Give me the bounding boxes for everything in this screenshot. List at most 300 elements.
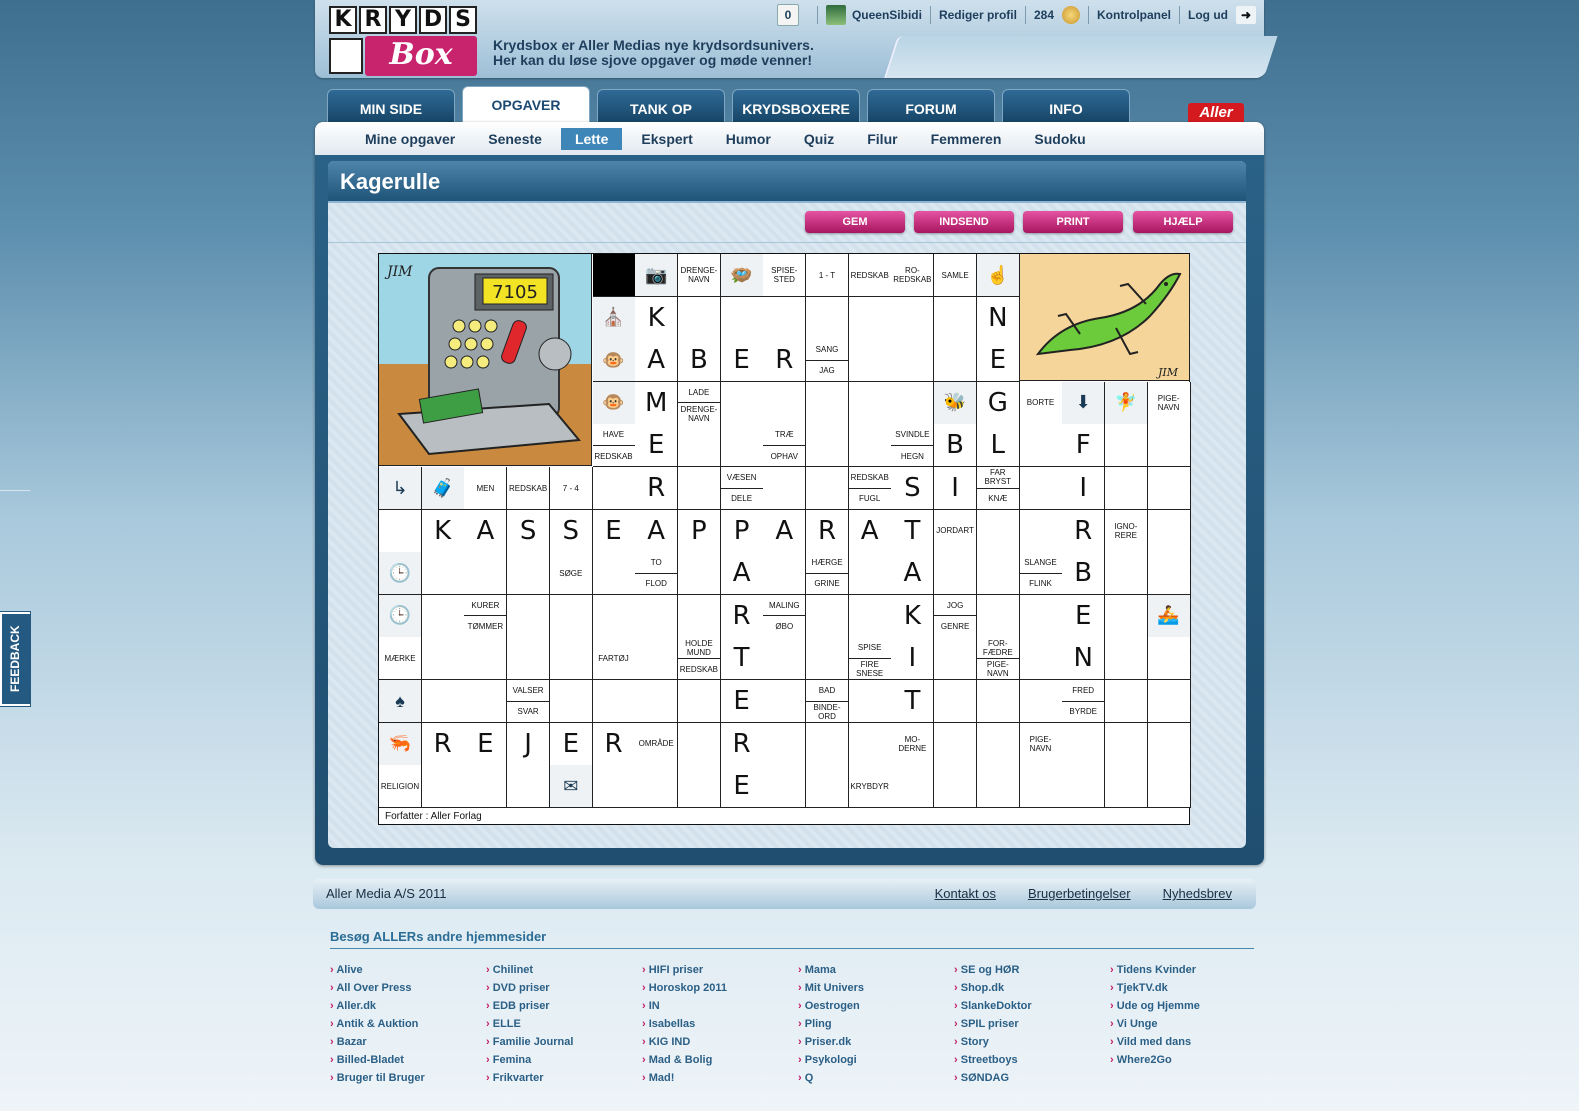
- clue-half: [977, 637, 1019, 658]
- letter-cell[interactable]: [593, 552, 636, 595]
- clock-icon-glyph: 🕒: [388, 562, 412, 583]
- clue-text: DRENGE-NAVN: [680, 404, 718, 423]
- letter-cell[interactable]: [849, 510, 892, 553]
- letter-cell[interactable]: [721, 297, 764, 340]
- clue-half: [678, 402, 720, 424]
- letter-cell[interactable]: [593, 467, 636, 510]
- letter-cell[interactable]: [1148, 765, 1191, 808]
- letter-cell[interactable]: [422, 723, 465, 766]
- notification-count[interactable]: 0: [777, 4, 799, 26]
- partner-site-link[interactable]: › SPIL priser: [954, 1015, 1110, 1033]
- partner-site-link[interactable]: › Bazar: [330, 1033, 486, 1051]
- clue-text: TØMMER: [467, 622, 504, 632]
- subnav-ekspert[interactable]: Ekspert: [641, 130, 693, 147]
- letter-cell[interactable]: [891, 552, 934, 595]
- clue-text: PIGE-NAVN: [986, 660, 1009, 679]
- letter-cell[interactable]: [977, 595, 1020, 638]
- letter-cell[interactable]: [678, 424, 721, 467]
- letter-cell[interactable]: [1148, 680, 1191, 723]
- letter-cell[interactable]: [721, 595, 764, 638]
- clue-text: SPISE: [857, 643, 882, 653]
- letter-cell[interactable]: [977, 382, 1020, 425]
- letter-cell[interactable]: [977, 723, 1020, 766]
- letter-cell[interactable]: [550, 680, 593, 723]
- hjælp-button[interactable]: HJÆLP: [1133, 211, 1233, 233]
- letter-cell[interactable]: [1020, 467, 1063, 510]
- letter-cell[interactable]: [593, 765, 636, 808]
- divider: [817, 6, 818, 24]
- partner-site-link[interactable]: › Aller.dk: [330, 997, 486, 1015]
- letter-cell[interactable]: [721, 424, 764, 467]
- clue-text: PIGE-NAVN: [1029, 734, 1052, 753]
- letter-cell[interactable]: [550, 723, 593, 766]
- partner-site-link[interactable]: › Bruger til Bruger: [330, 1069, 486, 1087]
- letter-cell[interactable]: [422, 637, 465, 680]
- clue-cell-split: [763, 424, 806, 467]
- cell-letter: A: [860, 515, 879, 546]
- letter-cell[interactable]: [891, 595, 934, 638]
- letter-cell[interactable]: [1020, 680, 1063, 723]
- letter-cell[interactable]: [763, 510, 806, 553]
- letter-cell[interactable]: [721, 552, 764, 595]
- letter-cell[interactable]: [379, 510, 422, 553]
- letter-cell[interactable]: [934, 552, 977, 595]
- letter-cell[interactable]: [1148, 510, 1191, 553]
- partner-site-link[interactable]: › SØNDAG: [954, 1069, 1110, 1087]
- letter-cell[interactable]: [806, 382, 849, 425]
- cell-letter: E: [1074, 600, 1092, 631]
- clue-cell: [891, 254, 934, 297]
- letter-cell[interactable]: [678, 467, 721, 510]
- partner-site-link[interactable]: › ELLE: [486, 1015, 642, 1033]
- letter-cell[interactable]: [550, 510, 593, 553]
- letter-cell[interactable]: [763, 467, 806, 510]
- letter-cell[interactable]: [635, 382, 678, 425]
- feedback-tab[interactable]: FEEDBACK: [0, 612, 30, 706]
- letter-cell[interactable]: [1148, 552, 1191, 595]
- letter-cell[interactable]: [464, 637, 507, 680]
- clue-half: [763, 595, 805, 616]
- letter-cell[interactable]: [593, 595, 636, 638]
- subnav-quiz[interactable]: Quiz: [803, 130, 835, 147]
- cell-letter: P: [691, 515, 707, 546]
- clue-cell-split: [806, 339, 849, 382]
- letter-cell[interactable]: [1062, 595, 1105, 638]
- letter-cell[interactable]: [678, 510, 721, 553]
- partner-site-link[interactable]: › SlankeDoktor: [954, 997, 1110, 1015]
- tab-min-side[interactable]: MIN SIDE: [327, 89, 455, 122]
- letter-cell[interactable]: [1105, 680, 1148, 723]
- cell-letter: M: [644, 387, 668, 418]
- partner-site-link[interactable]: › Billed-Bladet: [330, 1051, 486, 1069]
- username-link[interactable]: QueenSibidi: [851, 8, 922, 22]
- letter-cell[interactable]: [763, 765, 806, 808]
- cell-letter: E: [989, 345, 1007, 376]
- print-button[interactable]: PRINT: [1023, 211, 1123, 233]
- clue-text: RELIGION: [380, 781, 420, 791]
- letter-cell[interactable]: [891, 765, 934, 808]
- subnav-filur[interactable]: Filur: [867, 130, 898, 147]
- letter-cell[interactable]: [934, 339, 977, 382]
- partner-site-link[interactable]: › Shop.dk: [954, 979, 1110, 997]
- letter-cell[interactable]: [849, 382, 892, 425]
- partner-site-link[interactable]: › IN: [642, 997, 798, 1015]
- letter-cell[interactable]: [806, 595, 849, 638]
- partner-site-link[interactable]: › Where2Go: [1110, 1051, 1266, 1069]
- clue-text: REDSKAB: [594, 451, 633, 461]
- puzzle-toolbar: [328, 205, 1246, 243]
- letter-cell[interactable]: [464, 723, 507, 766]
- clue-half: [678, 637, 720, 658]
- letter-cell[interactable]: [678, 765, 721, 808]
- letter-cell[interactable]: [1062, 467, 1105, 510]
- cell-letter: R: [775, 345, 794, 376]
- partner-site-link[interactable]: › Mad & Bolig: [642, 1051, 798, 1069]
- letter-cell[interactable]: [849, 595, 892, 638]
- letter-cell[interactable]: [1020, 637, 1063, 680]
- clue-cell-split: [678, 637, 721, 680]
- partner-site-link[interactable]: › Vild med dans: [1110, 1033, 1266, 1051]
- clue-cell: [934, 254, 977, 297]
- letter-cell[interactable]: [806, 510, 849, 553]
- clue-half: [934, 595, 976, 616]
- clue-cell: [550, 552, 593, 595]
- letter-cell[interactable]: [806, 723, 849, 766]
- partner-site-link[interactable]: › EDB priser: [486, 997, 642, 1015]
- letter-cell[interactable]: [1062, 723, 1105, 766]
- tab-forum[interactable]: FORUM: [867, 89, 995, 122]
- cell-letter: I: [951, 473, 959, 503]
- letter-cell[interactable]: [635, 765, 678, 808]
- left-divider: [0, 490, 30, 491]
- letter-cell[interactable]: [593, 510, 636, 553]
- envelope-icon-glyph: ✉: [563, 775, 579, 796]
- partner-site-link[interactable]: › Ude og Hjemme: [1110, 997, 1266, 1015]
- clue-text: MÆRKE: [384, 653, 416, 663]
- tab-opgaver[interactable]: OPGAVER: [462, 86, 590, 122]
- letter-cell[interactable]: [635, 510, 678, 553]
- clue-half: [806, 339, 848, 360]
- letter-cell[interactable]: [891, 680, 934, 723]
- partner-site-link[interactable]: › Familie Journal: [486, 1033, 642, 1051]
- letter-cell[interactable]: [1062, 424, 1105, 467]
- partner-site-link[interactable]: › Antik & Auktion: [330, 1015, 486, 1033]
- letter-cell[interactable]: [507, 723, 550, 766]
- clue-half: [806, 680, 848, 701]
- subnav-humor[interactable]: Humor: [725, 130, 771, 147]
- partner-site-link[interactable]: › Q: [798, 1069, 954, 1087]
- subnav-femmeren[interactable]: Femmeren: [930, 130, 1002, 147]
- letter-cell[interactable]: [678, 595, 721, 638]
- partner-site-link[interactable]: › Femina: [486, 1051, 642, 1069]
- letter-cell[interactable]: [849, 723, 892, 766]
- letter-cell[interactable]: [891, 637, 934, 680]
- letter-cell[interactable]: [1062, 637, 1105, 680]
- letter-cell[interactable]: [1105, 637, 1148, 680]
- letter-cell[interactable]: [1148, 424, 1191, 467]
- letter-cell[interactable]: [806, 297, 849, 340]
- letter-cell[interactable]: [977, 510, 1020, 553]
- partner-site-link[interactable]: › Mit Univers: [798, 979, 954, 997]
- letter-cell[interactable]: [464, 552, 507, 595]
- clue-half: [1062, 701, 1104, 723]
- letter-cell[interactable]: [763, 637, 806, 680]
- letter-cell[interactable]: [464, 680, 507, 723]
- partner-site-link[interactable]: › Mad!: [642, 1069, 798, 1087]
- letter-cell[interactable]: [635, 637, 678, 680]
- letter-cell[interactable]: [849, 339, 892, 382]
- subnav-mine-opgaver[interactable]: Mine opgaver: [365, 130, 456, 147]
- letter-cell[interactable]: [806, 765, 849, 808]
- letter-cell[interactable]: [422, 765, 465, 808]
- clue-text: BORTE: [1026, 398, 1055, 408]
- letter-cell[interactable]: [507, 552, 550, 595]
- footer-link-nyhedsbrev[interactable]: Nyhedsbrev: [1162, 886, 1232, 901]
- cell-letter: P: [733, 515, 750, 546]
- letter-cell[interactable]: [1020, 510, 1063, 553]
- letter-cell[interactable]: [849, 680, 892, 723]
- cell-letter: L: [990, 430, 1006, 461]
- letter-cell[interactable]: [678, 552, 721, 595]
- tab-tank-op[interactable]: TANK OP: [597, 89, 725, 122]
- krydsbox-logo[interactable]: [329, 6, 479, 76]
- logout-link[interactable]: Log ud: [1188, 8, 1228, 22]
- letter-cell[interactable]: [550, 595, 593, 638]
- logout-arrow-icon[interactable]: ➜: [1236, 6, 1256, 24]
- partner-site-link[interactable]: › Vi Unge: [1110, 1015, 1266, 1033]
- spade-card-icon-glyph: ♠: [395, 690, 405, 711]
- letter-cell[interactable]: [635, 467, 678, 510]
- letter-cell[interactable]: [635, 424, 678, 467]
- partner-site-link[interactable]: › Psykologi: [798, 1051, 954, 1069]
- letter-cell[interactable]: [891, 382, 934, 425]
- fairy-icon-glyph: 🧚: [1114, 392, 1138, 413]
- clue-text: SLANGE: [1024, 557, 1057, 567]
- letter-cell[interactable]: [507, 510, 550, 553]
- letter-cell[interactable]: [550, 637, 593, 680]
- letter-cell[interactable]: [977, 680, 1020, 723]
- cell-letter: T: [904, 515, 921, 546]
- letter-cell[interactable]: [1148, 637, 1191, 680]
- letter-cell[interactable]: [635, 297, 678, 340]
- partner-site-link[interactable]: › Priser.dk: [798, 1033, 954, 1051]
- letter-cell[interactable]: [422, 552, 465, 595]
- partner-site-link[interactable]: › Oestrogen: [798, 997, 954, 1015]
- subnav-seneste[interactable]: Seneste: [488, 130, 542, 147]
- letter-cell[interactable]: [934, 297, 977, 340]
- footer-link-brugerbetingelser[interactable]: Brugerbetingelser: [1028, 886, 1131, 901]
- partner-site-link[interactable]: › Tidens Kvinder: [1110, 961, 1266, 979]
- letter-cell[interactable]: [464, 510, 507, 553]
- letter-cell[interactable]: [1105, 467, 1148, 510]
- edit-profile-link[interactable]: Rediger profil: [938, 8, 1017, 22]
- letter-cell[interactable]: [635, 680, 678, 723]
- letter-cell[interactable]: [891, 467, 934, 510]
- rowboat-icon-glyph: 🚣: [1157, 605, 1180, 626]
- indsend-button[interactable]: INDSEND: [914, 211, 1014, 233]
- partner-site-link[interactable]: › Chilinet: [486, 961, 642, 979]
- letter-cell[interactable]: [977, 339, 1020, 382]
- partner-site-link[interactable]: › SE og HØR: [954, 961, 1110, 979]
- letter-cell[interactable]: [763, 552, 806, 595]
- letter-cell[interactable]: [934, 424, 977, 467]
- letter-cell[interactable]: [721, 339, 764, 382]
- letter-cell[interactable]: [806, 467, 849, 510]
- partner-site-link[interactable]: › Isabellas: [642, 1015, 798, 1033]
- letter-cell[interactable]: [422, 595, 465, 638]
- letter-cell[interactable]: [934, 467, 977, 510]
- letter-cell[interactable]: [721, 723, 764, 766]
- letter-cell[interactable]: [678, 723, 721, 766]
- clue-text: MALING: [768, 600, 800, 610]
- letter-cell[interactable]: [763, 382, 806, 425]
- letter-cell[interactable]: [1105, 552, 1148, 595]
- partner-site-link[interactable]: › All Over Press: [330, 979, 486, 997]
- letter-cell[interactable]: [1062, 765, 1105, 808]
- letter-cell[interactable]: [507, 637, 550, 680]
- letter-cell[interactable]: [678, 339, 721, 382]
- letter-cell[interactable]: [721, 382, 764, 425]
- clue-text: PIGE-NAVN: [1157, 393, 1180, 412]
- aller-logo[interactable]: Aller: [1188, 103, 1244, 123]
- clock-icon: [379, 595, 422, 638]
- coin-count: 284: [1033, 8, 1055, 22]
- clue-text: GRINE: [814, 579, 840, 589]
- partner-site-link[interactable]: › Frikvarter: [486, 1069, 642, 1087]
- letter-cell[interactable]: [934, 680, 977, 723]
- letter-cell[interactable]: [1148, 467, 1191, 510]
- cell-letter: K: [647, 302, 665, 333]
- letter-cell[interactable]: [806, 424, 849, 467]
- letter-cell[interactable]: [934, 765, 977, 808]
- control-panel-link[interactable]: Kontrolpanel: [1097, 8, 1172, 22]
- clock-icon: [379, 552, 422, 595]
- letter-cell[interactable]: [678, 297, 721, 340]
- letter-cell[interactable]: [721, 765, 764, 808]
- clue-text: REDSKAB: [508, 483, 548, 493]
- letter-cell[interactable]: [763, 339, 806, 382]
- letter-cell[interactable]: [763, 297, 806, 340]
- logo-letter: S: [449, 6, 477, 34]
- letter-cell[interactable]: [977, 297, 1020, 340]
- clue-text: BYRDE: [1069, 707, 1097, 717]
- letter-cell[interactable]: [721, 510, 764, 553]
- letter-cell[interactable]: [1105, 723, 1148, 766]
- partner-site-link[interactable]: › Horoskop 2011: [642, 979, 798, 997]
- letter-cell[interactable]: [891, 510, 934, 553]
- tab-krydsboxere[interactable]: KRYDSBOXERE: [732, 89, 860, 122]
- letter-cell[interactable]: [507, 765, 550, 808]
- partner-site-link[interactable]: › Mama: [798, 961, 954, 979]
- clue-cell: [379, 637, 422, 680]
- letter-cell[interactable]: [763, 723, 806, 766]
- clue-cell-split: [1020, 552, 1063, 595]
- letter-cell[interactable]: [1062, 510, 1105, 553]
- letter-cell[interactable]: [422, 680, 465, 723]
- letter-cell[interactable]: [849, 552, 892, 595]
- letter-cell[interactable]: [977, 552, 1020, 595]
- letter-cell[interactable]: [507, 595, 550, 638]
- letter-cell[interactable]: [1020, 424, 1063, 467]
- letter-cell[interactable]: [635, 339, 678, 382]
- clue-text: KNÆ: [988, 494, 1008, 504]
- clue-text: FUGL: [859, 494, 881, 504]
- clue-text: SANG: [815, 344, 839, 354]
- monkey-icon-glyph: 🐵: [602, 392, 625, 413]
- clue-cell: [379, 765, 422, 808]
- letter-cell[interactable]: [1105, 765, 1148, 808]
- gem-button[interactable]: GEM: [805, 211, 905, 233]
- arrow-down-icon: [1062, 382, 1105, 425]
- letter-cell[interactable]: [1148, 723, 1191, 766]
- letter-cell[interactable]: [1105, 424, 1148, 467]
- letter-cell[interactable]: [635, 595, 678, 638]
- letter-cell[interactable]: [1020, 595, 1063, 638]
- letter-cell[interactable]: [934, 637, 977, 680]
- letter-cell[interactable]: [806, 637, 849, 680]
- letter-cell[interactable]: [934, 723, 977, 766]
- letter-cell[interactable]: [977, 765, 1020, 808]
- fingernail-icon: [977, 254, 1020, 297]
- clue-cell-split: [593, 424, 636, 467]
- link-column: [954, 961, 1110, 1087]
- tab-info[interactable]: INFO: [1002, 89, 1130, 122]
- partner-site-link[interactable]: › KIG IND: [642, 1033, 798, 1051]
- partner-site-link[interactable]: › Streetboys: [954, 1051, 1110, 1069]
- partner-site-link[interactable]: › Pling: [798, 1015, 954, 1033]
- letter-cell[interactable]: [593, 723, 636, 766]
- letter-cell[interactable]: [721, 680, 764, 723]
- partner-site-link[interactable]: › HIFI priser: [642, 961, 798, 979]
- letter-cell[interactable]: [678, 680, 721, 723]
- clue-cell-split: [635, 552, 678, 595]
- subnav-sudoku[interactable]: Sudoku: [1034, 130, 1086, 147]
- letter-cell[interactable]: [849, 297, 892, 340]
- divider: [930, 6, 931, 24]
- letter-cell[interactable]: [1062, 552, 1105, 595]
- clue-half: [464, 615, 506, 637]
- letter-cell[interactable]: [593, 680, 636, 723]
- letter-cell[interactable]: [1020, 765, 1063, 808]
- letter-cell[interactable]: [464, 765, 507, 808]
- logo-letter: K: [329, 6, 357, 34]
- clue-half: [849, 488, 891, 510]
- clue-text: SAMLE: [941, 270, 969, 280]
- letter-cell[interactable]: [763, 680, 806, 723]
- clue-cell-split: [977, 467, 1020, 510]
- user-bar: [777, 2, 1256, 28]
- partner-site-link[interactable]: › TjekTV.dk: [1110, 979, 1266, 997]
- avatar[interactable]: [826, 5, 846, 25]
- clue-cell-split: [763, 595, 806, 638]
- partner-site-link[interactable]: › Story: [954, 1033, 1110, 1051]
- clue-cell: [849, 254, 892, 297]
- camera-icon-glyph: 📷: [644, 264, 668, 285]
- partner-site-link[interactable]: › DVD priser: [486, 979, 642, 997]
- partner-site-link[interactable]: › Alive: [330, 961, 486, 979]
- footer-link-kontakt-os[interactable]: Kontakt os: [934, 886, 996, 901]
- clue-text: FLOD: [645, 579, 667, 589]
- letter-cell[interactable]: [849, 424, 892, 467]
- letter-cell[interactable]: [891, 297, 934, 340]
- letter-cell[interactable]: [1105, 595, 1148, 638]
- letter-cell[interactable]: [891, 339, 934, 382]
- subnav-lette[interactable]: Lette: [561, 128, 622, 150]
- letter-cell[interactable]: [422, 510, 465, 553]
- letter-cell[interactable]: [977, 424, 1020, 467]
- envelope-icon: [550, 765, 593, 808]
- letter-cell[interactable]: [721, 637, 764, 680]
